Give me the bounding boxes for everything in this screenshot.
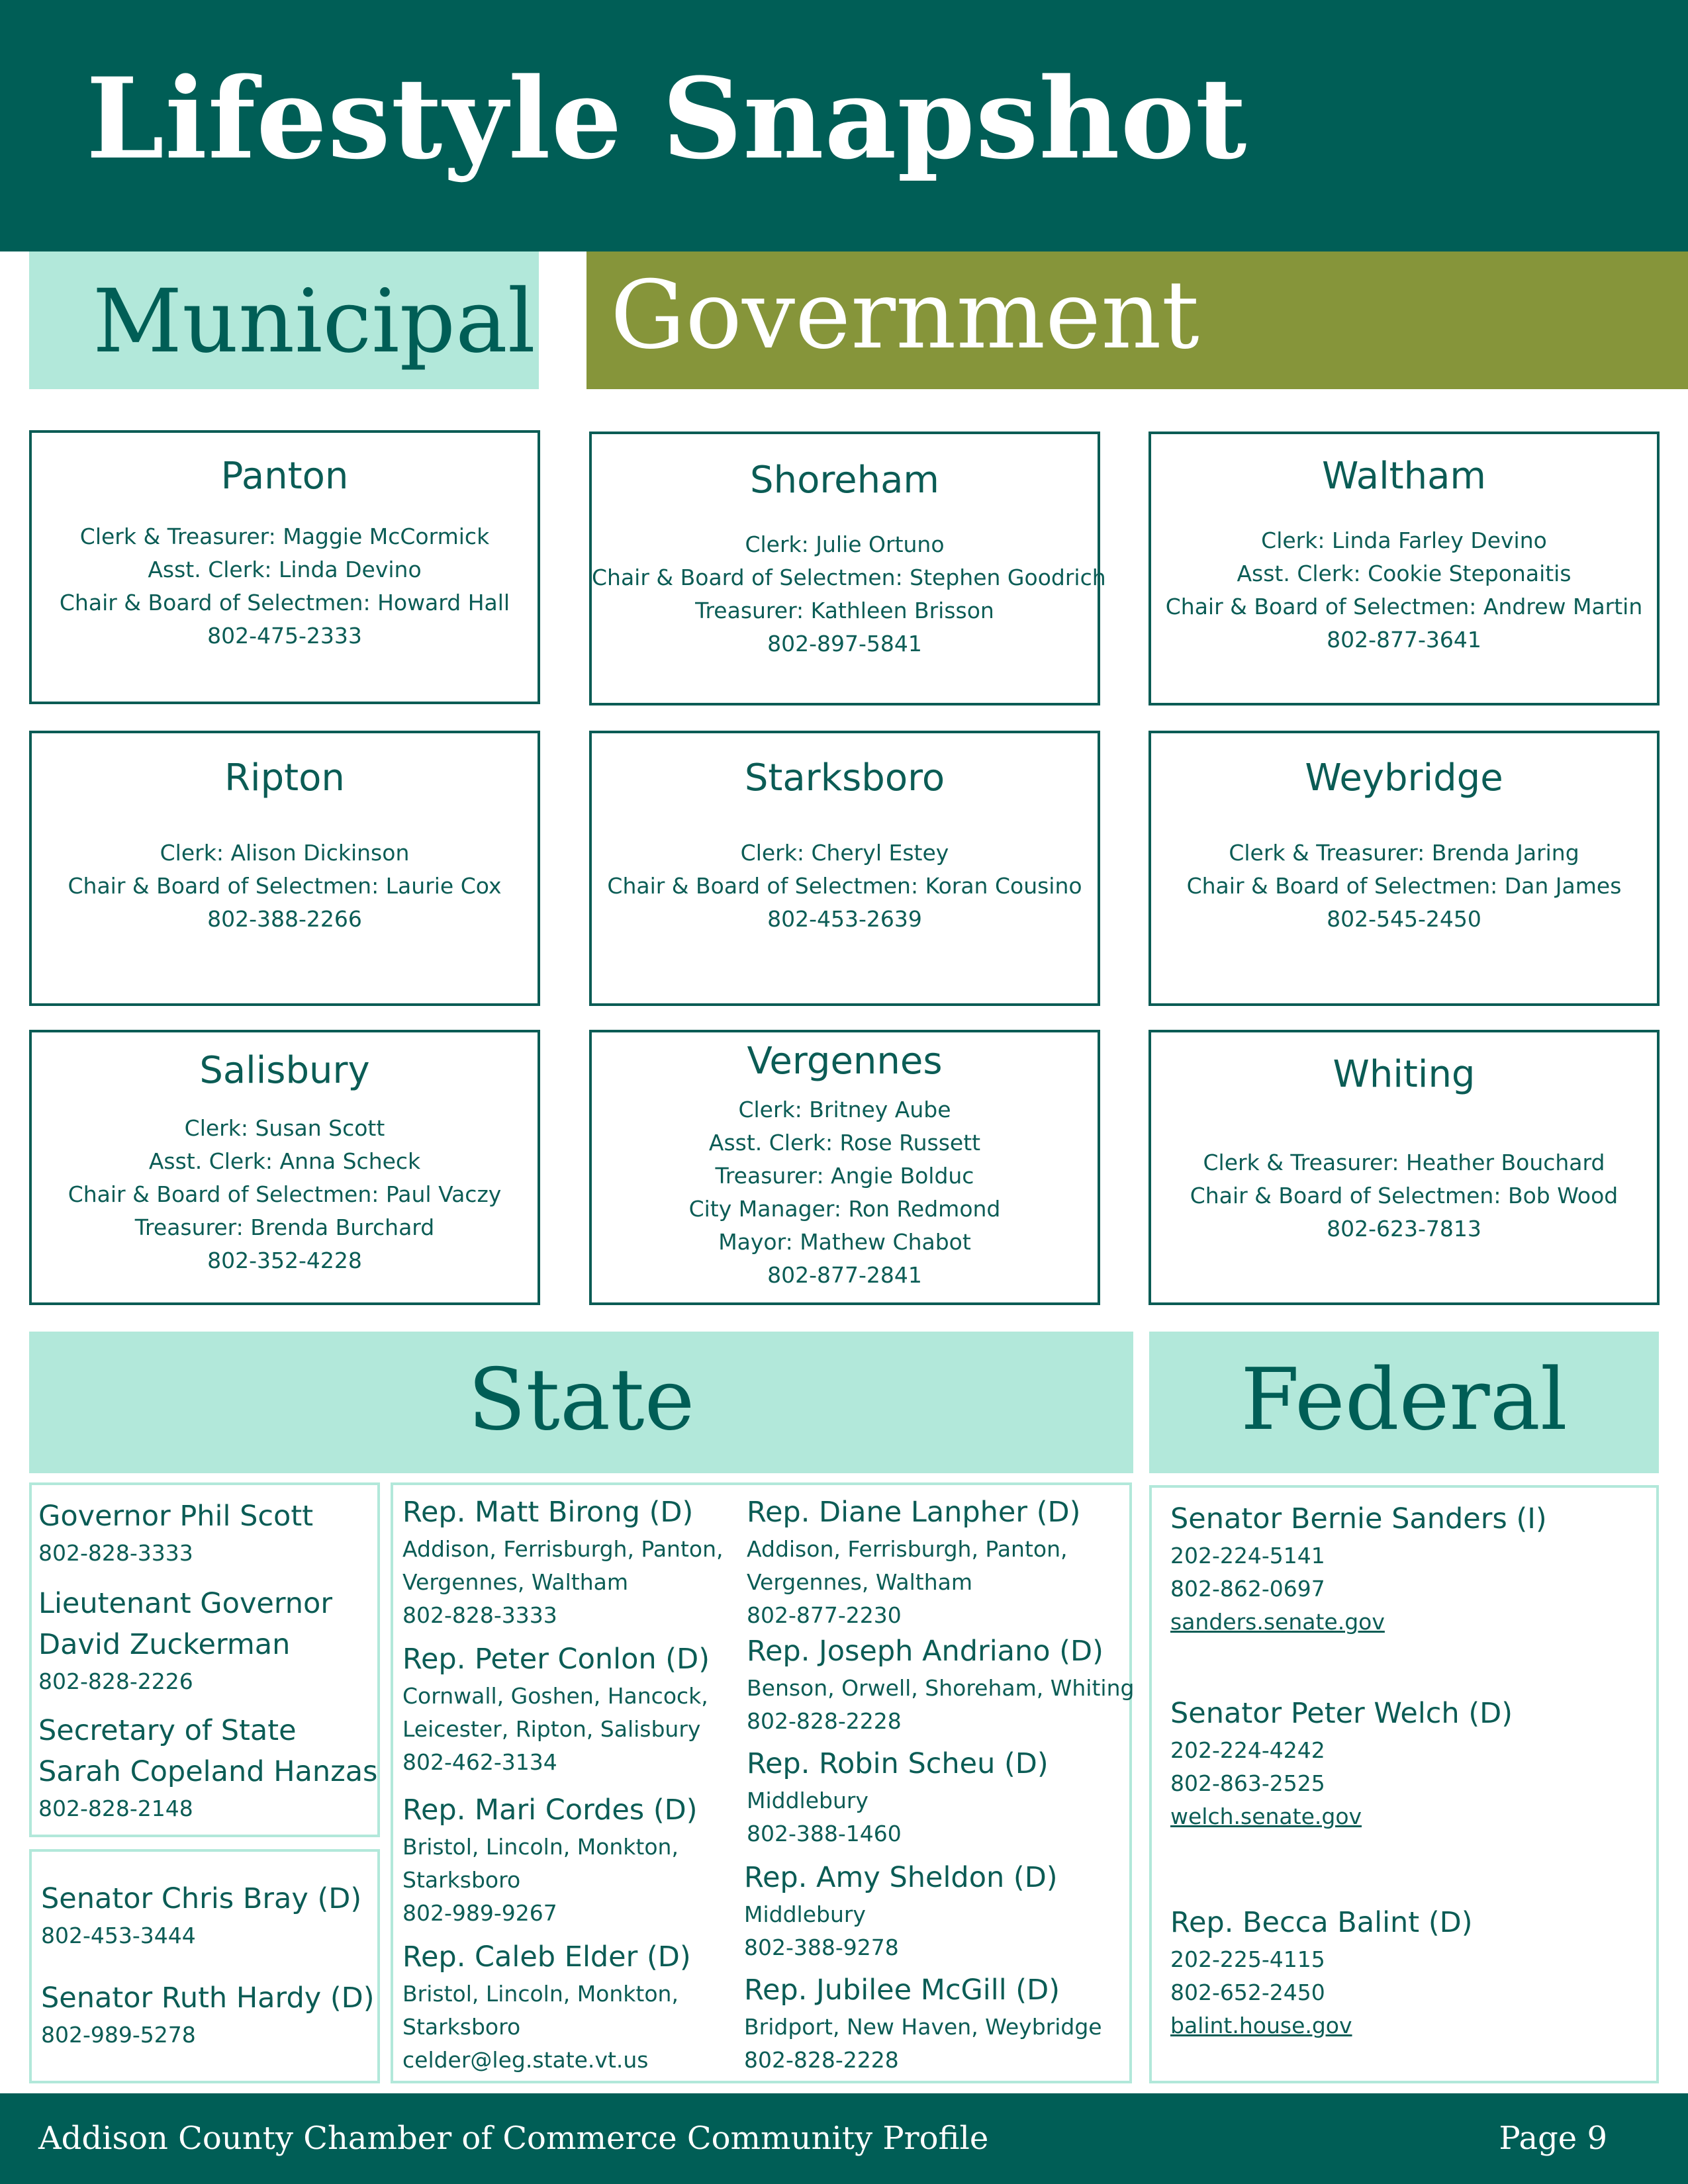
town-line: Mayor: Mathew Chabot	[718, 1229, 971, 1255]
town-card-whiting	[1149, 1030, 1660, 1305]
town-line: Clerk: Linda Farley Devino	[1261, 527, 1547, 553]
town-line: Asst. Clerk: Cookie Steponaitis	[1237, 561, 1571, 586]
rep-birong	[402, 1492, 724, 1632]
federal-band	[1149, 1332, 1659, 1473]
town-line: City Manager: Ron Redmond	[688, 1196, 1001, 1222]
town-line: Asst. Clerk: Linda Devino	[148, 557, 422, 582]
rep-elder	[402, 1936, 691, 2077]
rep-cordes	[402, 1790, 698, 1930]
town-phone: 802-453-2639	[767, 906, 922, 932]
town-card-panton	[29, 430, 540, 704]
town-line: Treasurer: Angie Bolduc	[715, 1163, 974, 1189]
rep-contact: 802-828-2228	[747, 1708, 902, 1734]
rep-contact: 802-388-9278	[744, 1934, 899, 1960]
state-band	[29, 1332, 1133, 1473]
town-card-waltham	[1149, 432, 1660, 705]
town-line: Treasurer: Kathleen Brisson	[695, 598, 994, 623]
town-line: Chair & Board of Selectmen: Howard Hall	[59, 590, 510, 615]
town-phone: 802-877-2841	[767, 1262, 922, 1288]
town-phone: 802-877-3641	[1327, 627, 1481, 653]
town-line: Clerk: Susan Scott	[184, 1115, 385, 1141]
town-line: Chair & Board of Selectmen: Bob Wood	[1190, 1183, 1618, 1208]
town-name: Whiting	[1333, 1053, 1476, 1096]
rep-name: Rep. Robin Scheu (D)	[747, 1747, 1049, 1780]
rep-area: Starksboro	[402, 2014, 521, 2040]
federal-website-link[interactable]: welch.senate.gov	[1170, 1803, 1362, 1829]
state-label: State	[467, 1351, 695, 1449]
rep-area: Starksboro	[402, 1867, 521, 1893]
town-line: Clerk & Treasurer: Brenda Jaring	[1229, 840, 1579, 866]
town-card-vergennes	[589, 1030, 1100, 1305]
page-title: Lifestyle Snapshot	[86, 53, 1248, 184]
senator-phone: 802-453-3444	[41, 1923, 196, 1948]
town-name: Salisbury	[199, 1049, 370, 1092]
federal-name: Senator Peter Welch (D)	[1170, 1697, 1513, 1730]
municipal-band	[29, 251, 539, 389]
official-governor	[38, 1496, 313, 1570]
rep-contact: 802-877-2230	[747, 1602, 902, 1628]
town-name: Waltham	[1322, 455, 1486, 498]
town-card-starksboro	[589, 731, 1100, 1006]
senator-phone: 802-989-5278	[41, 2022, 196, 2048]
federal-website-link[interactable]: sanders.senate.gov	[1170, 1609, 1385, 1635]
government-label: Government	[610, 261, 1199, 370]
federal-phone: 202-224-4242	[1170, 1737, 1325, 1763]
rep-name: Rep. Caleb Elder (D)	[402, 1940, 691, 1974]
government-band	[586, 251, 1688, 389]
rep-name: Rep. Peter Conlon (D)	[402, 1643, 710, 1676]
rep-lanpher	[747, 1492, 1080, 1632]
rep-scheu	[747, 1743, 1049, 1850]
town-name: Panton	[220, 455, 349, 498]
rep-contact: 802-462-3134	[402, 1749, 557, 1775]
rep-contact: celder@leg.state.vt.us	[402, 2047, 649, 2073]
rep-conlon	[402, 1639, 710, 1779]
rep-area: Vergennes, Waltham	[747, 1569, 972, 1595]
town-line: Clerk: Alison Dickinson	[160, 840, 410, 866]
official-name: Governor Phil Scott	[38, 1500, 314, 1533]
town-line: Chair & Board of Selectmen: Stephen Goodrich	[592, 565, 1106, 590]
rep-name: Rep. Mari Cordes (D)	[402, 1794, 698, 1827]
town-phone: 802-388-2266	[207, 906, 362, 932]
rep-area: Cornwall, Goshen, Hancock,	[402, 1683, 708, 1709]
official-title: Secretary of State	[38, 1714, 297, 1747]
rep-name: Rep. Matt Birong (D)	[402, 1496, 694, 1529]
town-card-ripton	[29, 731, 540, 1006]
federal-welch	[1170, 1693, 1513, 1833]
official-phone: 802-828-2148	[38, 1796, 193, 1821]
town-line: Chair & Board of Selectmen: Laurie Cox	[68, 873, 502, 899]
footer-publication: Addison County Chamber of Commerce Community Profile	[38, 2120, 989, 2157]
official-name: Sarah Copeland Hanzas	[38, 1755, 378, 1788]
town-line: Clerk & Treasurer: Heather Bouchard	[1203, 1150, 1605, 1175]
rep-area: Bridport, New Haven, Weybridge	[744, 2014, 1102, 2040]
federal-phone: 802-652-2450	[1170, 1979, 1325, 2005]
rep-contact: 802-828-2228	[744, 2047, 899, 2073]
official-name: David Zuckerman	[38, 1628, 291, 1661]
town-line: Asst. Clerk: Anna Scheck	[148, 1148, 421, 1174]
town-line: Treasurer: Brenda Burchard	[134, 1214, 435, 1240]
town-phone: 802-352-4228	[207, 1248, 362, 1273]
town-phone: 802-623-7813	[1327, 1216, 1481, 1242]
rep-contact: 802-989-9267	[402, 1900, 557, 1926]
page-number: Page 9	[1499, 2120, 1607, 2157]
senator-name: Senator Chris Bray (D)	[41, 1882, 362, 1915]
official-phone: 802-828-3333	[38, 1540, 193, 1566]
rep-area: Middlebury	[744, 1901, 866, 1927]
town-card-salisbury	[29, 1030, 540, 1305]
rep-name: Rep. Diane Lanpher (D)	[747, 1496, 1081, 1529]
rep-sheldon	[744, 1857, 1058, 1964]
rep-area: Leicester, Ripton, Salisbury	[402, 1716, 701, 1742]
federal-phone: 802-863-2525	[1170, 1770, 1325, 1796]
town-phone: 802-897-5841	[767, 631, 922, 657]
town-line: Clerk: Cheryl Estey	[740, 840, 949, 866]
town-card-weybridge	[1149, 731, 1660, 1006]
rep-contact: 802-828-3333	[402, 1602, 557, 1628]
town-name: Shoreham	[750, 459, 939, 502]
rep-area: Bristol, Lincoln, Monkton,	[402, 1981, 679, 2007]
rep-area: Addison, Ferrisburgh, Panton,	[747, 1536, 1068, 1562]
official-lieutenant-governor	[38, 1583, 332, 1698]
town-line: Chair & Board of Selectmen: Dan James	[1186, 873, 1622, 899]
town-line: Chair & Board of Selectmen: Andrew Martin	[1165, 594, 1643, 619]
rep-name: Rep. Amy Sheldon (D)	[744, 1861, 1058, 1894]
rep-area: Vergennes, Waltham	[402, 1569, 628, 1595]
senator-name: Senator Ruth Hardy (D)	[41, 1981, 375, 2015]
federal-sanders	[1170, 1498, 1547, 1639]
town-name: Ripton	[224, 756, 345, 799]
rep-contact: 802-388-1460	[747, 1821, 902, 1846]
official-secretary-of-state	[38, 1710, 377, 1825]
town-line: Chair & Board of Selectmen: Koran Cousino	[607, 873, 1082, 899]
federal-phone: 202-224-5141	[1170, 1543, 1325, 1569]
federal-name: Senator Bernie Sanders (I)	[1170, 1502, 1547, 1535]
federal-phone: 802-862-0697	[1170, 1576, 1325, 1602]
rep-andriano	[747, 1631, 1134, 1738]
state-senator-hardy	[41, 1978, 375, 2052]
federal-balint	[1170, 1902, 1472, 2042]
town-line: Chair & Board of Selectmen: Paul Vaczy	[68, 1181, 502, 1207]
federal-website-link[interactable]: balint.house.gov	[1170, 2013, 1352, 2038]
rep-area: Addison, Ferrisburgh, Panton,	[402, 1536, 724, 1562]
state-senator-bray	[41, 1878, 361, 1952]
town-name: Starksboro	[744, 756, 945, 799]
rep-name: Rep. Jubilee McGill (D)	[744, 1974, 1060, 2007]
federal-label: Federal	[1241, 1351, 1568, 1449]
rep-name: Rep. Joseph Andriano (D)	[747, 1635, 1103, 1668]
rep-area: Bristol, Lincoln, Monkton,	[402, 1834, 679, 1860]
municipal-label: Municipal	[93, 271, 536, 373]
federal-phone: 202-225-4115	[1170, 1946, 1325, 1972]
town-line: Clerk & Treasurer: Maggie McCormick	[79, 523, 490, 549]
town-line: Asst. Clerk: Rose Russett	[708, 1130, 981, 1156]
federal-name: Rep. Becca Balint (D)	[1170, 1906, 1473, 1939]
town-name: Vergennes	[747, 1040, 943, 1083]
town-name: Weybridge	[1305, 756, 1503, 799]
official-phone: 802-828-2226	[38, 1668, 193, 1694]
town-card-shoreham	[589, 432, 1106, 705]
page-header	[0, 0, 1688, 251]
town-line: Clerk: Britney Aube	[738, 1097, 951, 1122]
rep-area: Middlebury	[747, 1788, 868, 1813]
page-footer	[0, 2093, 1688, 2184]
town-phone: 802-475-2333	[207, 623, 362, 649]
rep-area: Benson, Orwell, Shoreham, Whiting	[747, 1675, 1135, 1701]
rep-mcgill	[744, 1970, 1102, 2077]
official-title: Lieutenant Governor	[38, 1587, 333, 1620]
town-phone: 802-545-2450	[1327, 906, 1481, 932]
town-line: Clerk: Julie Ortuno	[745, 531, 945, 557]
